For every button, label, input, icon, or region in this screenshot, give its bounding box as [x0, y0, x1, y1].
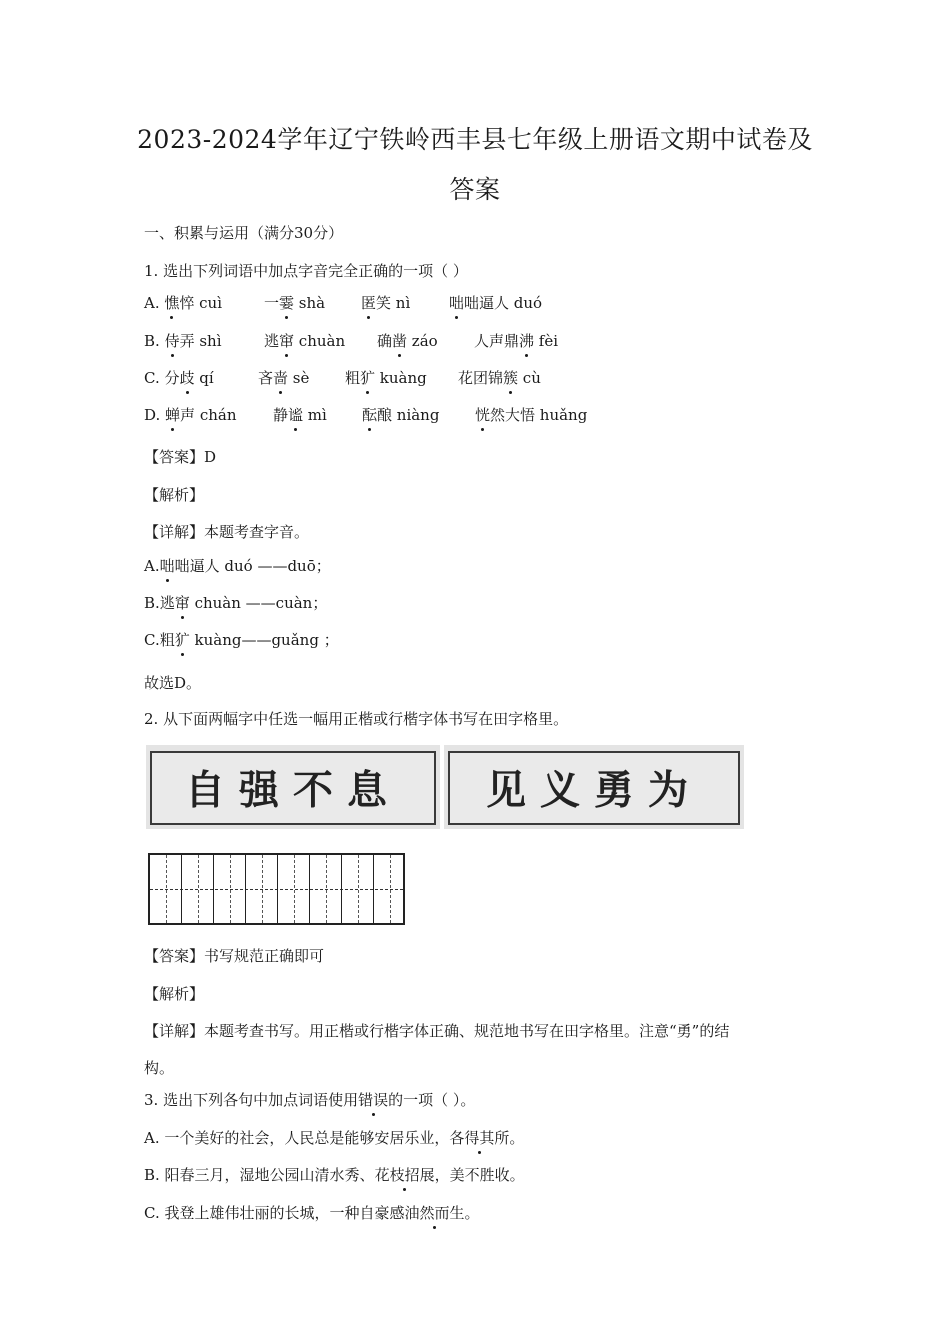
document-title-line-2: 答案	[449, 175, 501, 204]
section-heading: 一、积累与运用（满分30分）	[144, 224, 344, 242]
question-3-option-a: A. 一个美好的社会，人民总是能够安居乐业，各得其所。	[144, 1129, 525, 1147]
question-1-stem: 1. 选出下列词语中加点字音完全正确的一项（ ）	[144, 262, 468, 280]
question-3-stem: 3. 选出下列各句中加点词语使用错误的一项（ ）。	[144, 1091, 476, 1109]
question-2-detail-line-2: 构。	[144, 1059, 175, 1077]
question-1-option-b: B. 侍弄 shì 逃窜 chuàn 确凿 záo 人声鼎沸 fèi	[144, 332, 559, 350]
question-1-conclusion: 故选D。	[144, 674, 202, 692]
question-2-stem: 2. 从下面两幅字中任选一幅用正楷或行楷字体书写在田字格里。	[144, 710, 569, 728]
document-title-line-1: 2023-2024学年辽宁铁岭西丰县七年级上册语文期中试卷及	[137, 125, 813, 154]
calligraphy-banner-right	[444, 745, 744, 829]
calligraphy-text-left: 自强不息	[185, 766, 401, 814]
question-2-answer: 【答案】书写规范正确即可	[144, 947, 325, 965]
calligraphy-banner-left	[146, 745, 440, 829]
question-2-detail-line-1: 【详解】本题考查书写。用正楷或行楷字体正确、规范地书写在田字格里。注意“勇”的结	[144, 1022, 730, 1040]
question-3-option-c: C. 我登上雄伟壮丽的长城，一种自豪感油然而生。	[144, 1204, 480, 1222]
question-1-note-c: C.粗犷 kuàng——guǎng ；	[144, 631, 339, 649]
question-1-note-a: A.咄咄逼人 duó ——duō；	[144, 557, 331, 575]
tianzige-grid[interactable]	[148, 853, 405, 925]
calligraphy-text-right: 见义勇为	[486, 766, 702, 814]
question-1-analysis: 【解析】	[144, 486, 205, 504]
question-3-option-b: B. 阳春三月，湿地公园山清水秀、花枝招展，美不胜收。	[144, 1166, 525, 1184]
question-1-option-c: C. 分歧 qí 吝啬 sè 粗犷 kuàng 花团锦簇 cù	[144, 369, 541, 387]
question-1-note-b: B.逃窜 chuàn ——cuàn；	[144, 594, 328, 612]
question-2-analysis: 【解析】	[144, 985, 205, 1003]
question-1-option-a: A. 憔悴 cuì 一霎 shà 匿笑 nì 咄咄逼人 duó	[144, 294, 543, 312]
question-1-detail: 【详解】本题考查字音。	[144, 523, 310, 541]
question-1-answer: 【答案】D	[144, 448, 217, 466]
question-1-option-d: D. 蝉声 chán 静谧 mì 酝酿 niàng 恍然大悟 huǎng	[144, 406, 588, 424]
